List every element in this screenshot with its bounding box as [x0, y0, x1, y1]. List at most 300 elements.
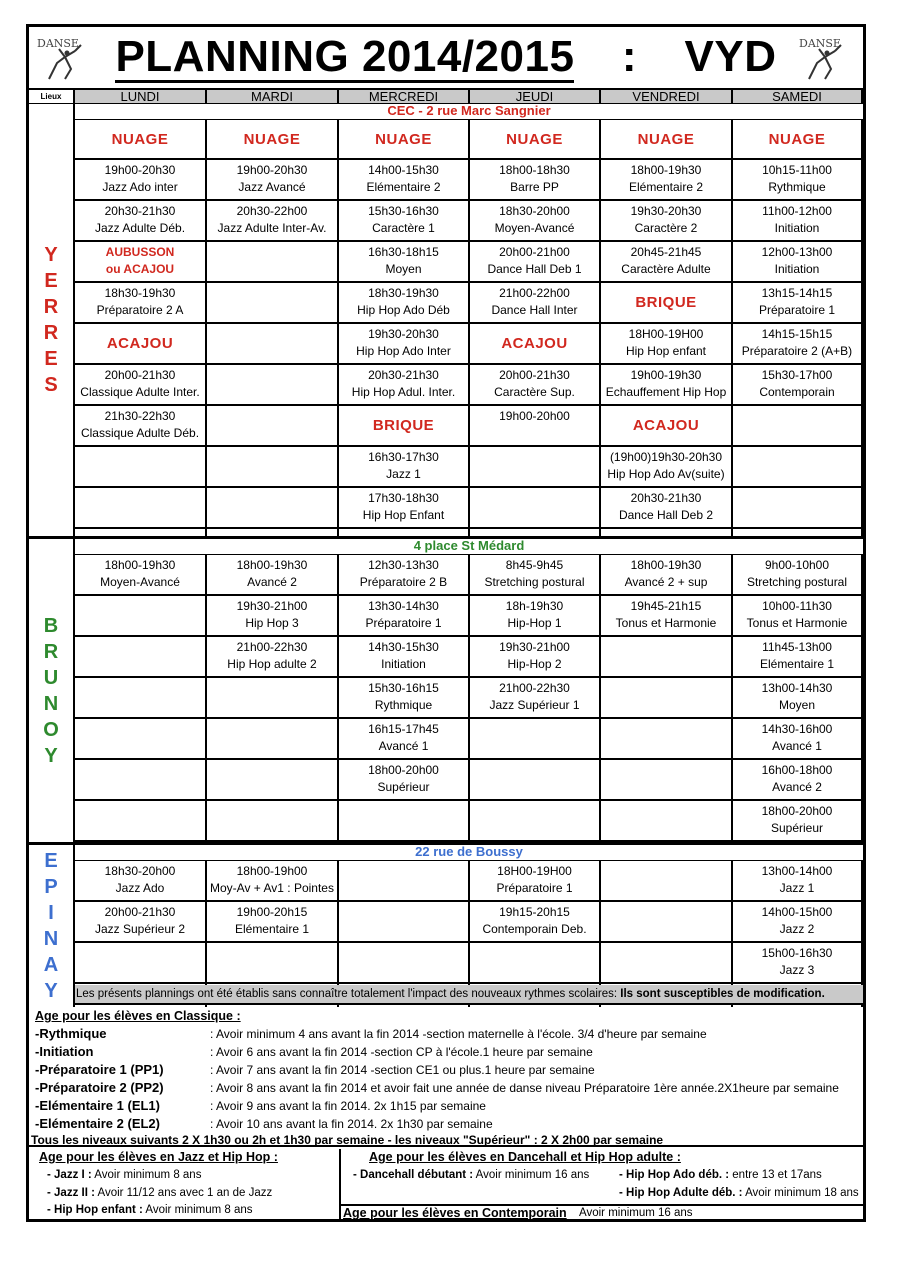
- empty-slot: [733, 406, 861, 447]
- slot-time: 12h30-13h30: [368, 558, 439, 572]
- slot-time: 11h45-13h00: [762, 640, 832, 654]
- slot-course: Initiation: [774, 221, 820, 235]
- level-name: -Elémentaire 1 (EL1): [35, 1098, 160, 1113]
- slot-course: Jazz Supérieur 2: [94, 922, 186, 936]
- classique-row: [35, 1097, 861, 1115]
- class-slot: [75, 861, 205, 902]
- level-rule: : Avoir 9 ans avant la fin 2014. 2x 1h15 par semaine: [210, 1099, 486, 1113]
- jazz-item-name: - Jazz I :: [47, 1169, 92, 1181]
- jazz-title: Age pour les élèves en Jazz et Hip Hop :: [39, 1150, 278, 1164]
- slot-time: 10h15-11h00: [762, 163, 832, 177]
- slot-time: 19h30-20h30: [630, 204, 702, 218]
- slot-course: Jazz Ado inter: [102, 180, 178, 194]
- slot-course: Elémentaire 1: [234, 922, 310, 936]
- brunoy-column-mercredi: [339, 555, 470, 842]
- day-samedi: SAMEDI: [733, 90, 863, 104]
- empty-slot: [75, 637, 205, 678]
- class-slot: [339, 596, 468, 637]
- class-slot: [339, 637, 468, 678]
- empty-slot: [601, 678, 731, 719]
- class-slot: [339, 719, 468, 760]
- empty-slot: [207, 719, 337, 760]
- slot-time: 20h00-21h30: [499, 368, 570, 382]
- yerres-letter: Y: [44, 244, 58, 266]
- slot-course: Hip Hop 3: [245, 616, 299, 630]
- slot-time: 20h00-21h30: [104, 368, 176, 382]
- slot-course: Avancé 1: [772, 739, 822, 753]
- epinay-letter: Y: [44, 980, 58, 1002]
- jazz-item: [47, 1187, 272, 1199]
- dancehall-item-rule: entre 13 et 17ans: [729, 1169, 822, 1181]
- class-slot: [733, 902, 861, 943]
- slot-time: 18H00-19H00: [628, 327, 704, 341]
- class-slot: [470, 555, 599, 596]
- empty-slot: [207, 242, 337, 283]
- slot-course: Hip-Hop 1: [507, 616, 562, 630]
- class-slot: [75, 160, 205, 201]
- slot-time: 14h30-15h30: [368, 640, 439, 654]
- page-title: [29, 31, 863, 83]
- yerres-letter: R: [43, 322, 59, 344]
- slot-time: 19h00-19h30: [630, 368, 702, 382]
- class-slot: [470, 406, 599, 447]
- empty-slot: [601, 861, 731, 902]
- slot-course: Préparatoire 2 (A+B): [741, 344, 853, 358]
- empty-slot: [470, 488, 599, 529]
- empty-slot: [207, 324, 337, 365]
- slot-time: 18h00-19h00: [236, 864, 308, 878]
- yerres-letter: R: [43, 296, 59, 318]
- class-slot: [207, 861, 337, 902]
- slot-course: Moyen-Avancé: [494, 221, 575, 235]
- slot-course: Moyen: [778, 698, 816, 712]
- epinay-address: 22 rue de Boussy: [75, 845, 863, 861]
- class-slot: [733, 324, 861, 365]
- slot-time: 8h45-9h45: [505, 558, 564, 572]
- slot-course: Tonus et Harmonie: [615, 616, 717, 630]
- slot-course: Barre PP: [510, 180, 559, 194]
- slot-time: 17h30-18h30: [368, 491, 439, 505]
- dancehall-item-name: - Hip Hop Ado déb. :: [619, 1169, 730, 1181]
- class-slot: [601, 160, 731, 201]
- slot-course: Elémentaire 2: [628, 180, 704, 194]
- slot-time: AUBUSSON: [105, 245, 175, 259]
- slot-course: Moyen-Avancé: [100, 575, 180, 589]
- slot-course: Préparatoire 1: [365, 616, 442, 630]
- empty-slot: [75, 760, 205, 801]
- slot-time: 18h-19h30: [505, 599, 564, 613]
- classique-ages: [29, 1007, 863, 1147]
- slot-time: 20h30-21h30: [368, 368, 439, 382]
- slot-time: 18H00-19H00: [497, 864, 572, 878]
- class-slot: [733, 943, 861, 984]
- brunoy-letter: B: [43, 614, 59, 637]
- class-slot: [207, 160, 337, 201]
- slot-time: 20h30-21h30: [630, 491, 702, 505]
- day-lundi: LUNDI: [75, 90, 207, 104]
- dancehall-item-rule: Avoir minimum 16 ans: [473, 1169, 590, 1181]
- slot-course: Jazz Adulte Déb.: [94, 221, 186, 235]
- planning-sheet: [26, 24, 866, 1222]
- slot-course: Elémentaire 1: [759, 657, 835, 671]
- brunoy-column-jeudi: [470, 555, 601, 842]
- empty-slot: [601, 943, 731, 984]
- class-slot: [601, 324, 731, 365]
- slot-time: 13h15-14h15: [761, 286, 833, 300]
- empty-slot: [75, 678, 205, 719]
- slot-course: Avancé 2 + sup: [624, 575, 708, 589]
- dancehall-item: [619, 1169, 822, 1181]
- slot-time: 19h00-20h15: [236, 905, 308, 919]
- class-slot: [75, 406, 205, 447]
- classique-row: [35, 1115, 861, 1133]
- slot-time: 15h30-16h15: [368, 681, 439, 695]
- slot-course: Caractère 1: [372, 221, 435, 235]
- class-slot: [207, 555, 337, 596]
- slot-course: Contemporain: [759, 385, 835, 399]
- class-slot: [733, 365, 861, 406]
- class-slot: [339, 447, 468, 488]
- slot-course: Jazz 1: [386, 467, 421, 481]
- empty-slot: [207, 760, 337, 801]
- section-brunoy: [29, 539, 863, 842]
- class-slot: [339, 283, 468, 324]
- empty-slot: [339, 943, 468, 984]
- slot-time: 20h45-21h45: [630, 245, 702, 259]
- brunoy-column-vendredi: [601, 555, 733, 842]
- slot-time: 13h00-14h00: [761, 864, 833, 878]
- epinay-letter: P: [44, 876, 58, 898]
- slot-time: 20h00-21h00: [499, 245, 570, 259]
- dancehall-title: Age pour les élèves en Dancehall et Hip Hop adulte :: [369, 1150, 681, 1164]
- empty-slot: [733, 488, 861, 529]
- slot-time: 21h00-22h30: [236, 640, 308, 654]
- jazz-item-name: - Hip Hop enfant :: [47, 1204, 143, 1216]
- class-slot: [75, 201, 205, 242]
- slot-time: 21h00-22h00: [499, 286, 570, 300]
- class-slot: [733, 861, 861, 902]
- slot-time: 18h30-20h00: [499, 204, 570, 218]
- slot-course: Elémentaire 2: [366, 180, 441, 194]
- class-slot: [470, 160, 599, 201]
- slot-course: Hip Hop Ado Déb: [357, 303, 450, 317]
- slot-course: Hip Hop Adul. Inter.: [351, 385, 456, 399]
- jazz-item: [47, 1169, 201, 1181]
- yerres-column-mercredi: [339, 120, 470, 536]
- empty-slot: [470, 719, 599, 760]
- class-slot: [470, 861, 599, 902]
- class-slot: [470, 201, 599, 242]
- slot-course: Caractère Adulte: [621, 262, 711, 276]
- dancehall-item-name: - Hip Hop Adulte déb. :: [619, 1187, 743, 1199]
- empty-slot: [470, 760, 599, 801]
- room-label: NUAGE: [601, 120, 731, 160]
- classique-row: [35, 1025, 861, 1043]
- room-label: [75, 242, 205, 283]
- header: [29, 27, 863, 90]
- class-slot: [733, 719, 861, 760]
- title-main: PLANNING 2014/2015: [115, 32, 575, 81]
- level-name: -Initiation: [35, 1044, 94, 1059]
- empty-slot: [75, 719, 205, 760]
- dance-logo-right: [795, 33, 855, 85]
- dancehall-ages: [341, 1149, 863, 1222]
- lieux-label: Lieux: [29, 90, 75, 104]
- empty-slot: [75, 596, 205, 637]
- slot-course: Rythmique: [374, 698, 433, 712]
- room-label: BRIQUE: [601, 283, 731, 324]
- class-slot: [601, 447, 731, 488]
- svg-text:DANSE: DANSE: [37, 37, 79, 50]
- class-slot: [75, 283, 205, 324]
- slot-course: Moyen: [385, 262, 422, 276]
- room-label: ACAJOU: [470, 324, 599, 365]
- slot-time: 19h00-20h00: [499, 409, 570, 423]
- slot-time: 18h00-20h00: [761, 804, 833, 818]
- title-code: VYD: [684, 32, 777, 81]
- empty-slot: [733, 447, 861, 488]
- class-slot: [75, 555, 205, 596]
- yerres-address: CEC - 2 rue Marc Sangnier: [75, 104, 863, 120]
- slot-course: ou ACAJOU: [105, 262, 175, 276]
- slot-time: 20h30-21h30: [104, 204, 176, 218]
- slot-course: Moy-Av + Av1 : Pointes: [210, 881, 334, 895]
- empty-slot: [207, 488, 337, 529]
- class-slot: [207, 902, 337, 943]
- slot-time: 19h15-20h15: [499, 905, 570, 919]
- empty-slot: [339, 902, 468, 943]
- slot-course: Rythmique: [768, 180, 826, 194]
- slot-course: Préparatoire 1: [496, 881, 573, 895]
- room-label: NUAGE: [733, 120, 861, 160]
- class-slot: [470, 902, 599, 943]
- classique-title: Age pour les élèves en Classique :: [35, 1009, 241, 1023]
- class-slot: [470, 283, 599, 324]
- yerres-letter: E: [44, 270, 58, 292]
- jazz-item-name: - Jazz II :: [47, 1187, 95, 1199]
- slot-time: 13h30-14h30: [368, 599, 439, 613]
- slot-time: 20h30-22h00: [236, 204, 308, 218]
- slot-course: Hip Hop adulte 2: [227, 657, 317, 671]
- room-label: ACAJOU: [601, 406, 731, 447]
- level-name: -Rythmique: [35, 1026, 107, 1041]
- slot-course: Jazz Supérieur 1: [489, 698, 580, 712]
- slot-time: 19h00-20h30: [236, 163, 308, 177]
- notice-bold: Ils sont susceptibles de modification.: [620, 988, 825, 1000]
- slot-course: Jazz 1: [779, 881, 815, 895]
- slot-time: 19h00-20h30: [104, 163, 176, 177]
- slot-course: Hip Hop enfant: [625, 344, 707, 358]
- level-rule: : Avoir 8 ans avant la fin 2014 et avoir fait une année de danse niveau Préparatoire 1ère année.2X1heure par semaine: [210, 1081, 839, 1095]
- room-label: NUAGE: [470, 120, 599, 160]
- slot-time: 19h45-21h15: [630, 599, 702, 613]
- slot-course: Contemporain Deb.: [482, 922, 587, 936]
- room-label: NUAGE: [207, 120, 337, 160]
- slot-time: 18h00-19h30: [630, 558, 702, 572]
- classique-row: [35, 1043, 861, 1061]
- slot-time: 18h00-20h00: [368, 763, 439, 777]
- slot-course: Hip Hop Ado Inter: [356, 344, 451, 358]
- slot-course: Initiation: [774, 262, 820, 276]
- day-header-row: [29, 90, 863, 104]
- slot-time: 19h30-20h30: [368, 327, 439, 341]
- empty-slot: [207, 943, 337, 984]
- class-slot: [470, 637, 599, 678]
- yerres-column-jeudi: [470, 120, 601, 536]
- slot-course: Dance Hall Deb 2: [618, 508, 714, 522]
- slot-course: Préparatoire 2 B: [359, 575, 448, 589]
- slot-time: 21h30-22h30: [104, 409, 176, 423]
- room-label: BRIQUE: [339, 406, 468, 447]
- dancehall-item: [619, 1187, 859, 1199]
- slot-time: 18h00-18h30: [499, 163, 570, 177]
- level-name: -Elémentaire 2 (EL2): [35, 1116, 160, 1131]
- brunoy-column-mardi: [207, 555, 339, 842]
- epinay-letter: A: [43, 954, 59, 976]
- empty-slot: [207, 678, 337, 719]
- class-slot: [733, 678, 861, 719]
- yerres-column-samedi: [733, 120, 863, 536]
- class-slot: [339, 365, 468, 406]
- class-slot: [207, 637, 337, 678]
- empty-slot: [470, 943, 599, 984]
- all-levels-note: Tous les niveaux suivants 2 X 1h30 ou 2h et 1h30 par semaine - les niveaux "Supérieur" : 2 X 2h00 par semaine: [31, 1133, 664, 1147]
- class-slot: [470, 596, 599, 637]
- slot-time: 18h30-19h30: [104, 286, 176, 300]
- class-slot: [207, 596, 337, 637]
- epinay-letter: E: [44, 850, 58, 872]
- class-slot: [733, 160, 861, 201]
- level-name: -Préparatoire 2 (PP2): [35, 1080, 164, 1095]
- class-slot: [601, 242, 731, 283]
- jazz-item: [47, 1204, 253, 1216]
- slot-course: Hip-Hop 2: [507, 657, 562, 671]
- slot-course: Jazz Avancé: [238, 180, 306, 194]
- empty-slot: [207, 283, 337, 324]
- jazz-ages: [29, 1149, 341, 1222]
- empty-slot: [601, 902, 731, 943]
- class-slot: [207, 201, 337, 242]
- brunoy-letter: R: [43, 640, 59, 663]
- class-slot: [339, 160, 468, 201]
- brunoy-letter: O: [43, 718, 59, 741]
- yerres-city-label: [29, 104, 75, 536]
- empty-slot: [207, 406, 337, 447]
- slot-course: Supérieur: [377, 780, 430, 794]
- notice-banner: [75, 985, 863, 1005]
- slot-time: 16h30-18h15: [368, 245, 439, 259]
- slot-time: 19h30-21h00: [499, 640, 570, 654]
- slot-course: Avancé 2: [247, 575, 297, 589]
- level-rule: : Avoir 6 ans avant la fin 2014 -section CP à l'école.1 heure par semaine: [210, 1045, 593, 1059]
- empty-slot: [601, 801, 731, 842]
- empty-slot: [207, 365, 337, 406]
- slot-time: 10h00-11h30: [762, 599, 832, 613]
- slot-course: Dance Hall Deb 1: [487, 262, 582, 276]
- yerres-letter: S: [44, 374, 58, 396]
- slot-time: 18h30-20h00: [104, 864, 176, 878]
- room-label: NUAGE: [75, 120, 205, 160]
- class-slot: [601, 488, 731, 529]
- dancehall-item-rule: Avoir minimum 18 ans: [742, 1187, 859, 1199]
- brunoy-city-label: [29, 539, 75, 842]
- class-slot: [470, 678, 599, 719]
- brunoy-column-samedi: [733, 555, 863, 842]
- epinay-letter: I: [48, 902, 54, 924]
- epinay-letter: N: [43, 928, 59, 950]
- slot-time: 16h15-17h45: [368, 722, 439, 736]
- slot-course: Stretching postural: [484, 575, 585, 589]
- dancehall-item-name: - Dancehall débutant :: [353, 1169, 474, 1181]
- slot-course: Stretching postural: [746, 575, 848, 589]
- brunoy-letter: U: [43, 666, 59, 689]
- brunoy-letter: Y: [44, 744, 58, 767]
- slot-time: 11h00-12h00: [762, 204, 832, 218]
- room-label: ACAJOU: [75, 324, 205, 365]
- brunoy-address: 4 place St Médard: [75, 539, 863, 555]
- slot-course: Avancé 1: [378, 739, 429, 753]
- class-slot: [75, 365, 205, 406]
- slot-course: Initiation: [381, 657, 426, 671]
- slot-time: 16h00-18h00: [761, 763, 833, 777]
- slot-time: (19h00)19h30-20h30: [609, 450, 723, 464]
- yerres-letter: E: [44, 348, 58, 370]
- slot-time: 21h00-22h30: [499, 681, 570, 695]
- class-slot: [339, 678, 468, 719]
- day-mercredi: MERCREDI: [339, 90, 470, 104]
- yerres-column-vendredi: [601, 120, 733, 536]
- slot-course: Jazz Adulte Inter-Av.: [217, 221, 327, 235]
- bottom-ages: [29, 1149, 863, 1222]
- slot-time: 15h00-16h30: [761, 946, 833, 960]
- empty-slot: [75, 801, 205, 842]
- jazz-item-rule: Avoir 11/12 ans avec 1 an de Jazz: [94, 1187, 273, 1199]
- dancer-icon: [795, 33, 855, 85]
- slot-course: Jazz Ado: [115, 881, 165, 895]
- slot-time: 14h00-15h30: [368, 163, 439, 177]
- epinay-city-label: [29, 845, 75, 1007]
- slot-course: Jazz 2: [779, 922, 815, 936]
- slot-course: Tonus et Harmonie: [746, 616, 848, 630]
- slot-course: Hip Hop Ado Av(suite): [607, 467, 725, 481]
- level-rule: : Avoir minimum 4 ans avant la fin 2014 -section maternelle à l'école. 3/4 d'heure par semaine: [210, 1027, 707, 1041]
- slot-time: 18h30-19h30: [368, 286, 439, 300]
- jazz-item-rule: Avoir minimum 8 ans: [142, 1204, 253, 1216]
- day-jeudi: JEUDI: [470, 90, 601, 104]
- slot-time: 15h30-17h00: [761, 368, 833, 382]
- title-separator: :: [621, 32, 638, 81]
- dancehall-item: [353, 1169, 589, 1181]
- slot-time: 15h30-16h30: [368, 204, 439, 218]
- empty-slot: [75, 943, 205, 984]
- class-slot: [470, 242, 599, 283]
- empty-slot: [339, 861, 468, 902]
- svg-text:DANSE: DANSE: [799, 37, 841, 50]
- slot-time: 12h00-13h00: [761, 245, 833, 259]
- slot-course: Préparatoire 2 A: [96, 303, 184, 317]
- empty-slot: [75, 488, 205, 529]
- empty-slot: [601, 637, 731, 678]
- slot-course: Dance Hall Inter: [491, 303, 578, 317]
- day-vendredi: VENDREDI: [601, 90, 733, 104]
- slot-time: 19h30-21h00: [236, 599, 308, 613]
- empty-slot: [470, 447, 599, 488]
- section-epinay: [29, 845, 863, 1007]
- brunoy-column-lundi: [75, 555, 207, 842]
- class-slot: [339, 201, 468, 242]
- yerres-column-lundi: [75, 120, 207, 536]
- class-slot: [339, 324, 468, 365]
